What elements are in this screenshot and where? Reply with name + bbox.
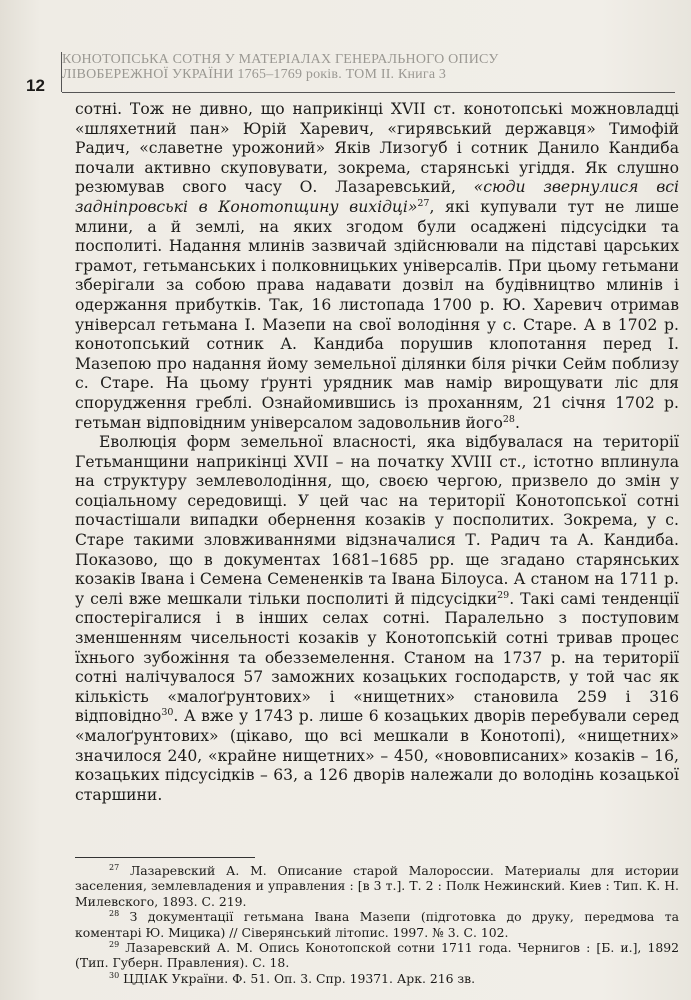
footnote-ref-27: 27 [417, 197, 430, 209]
paragraph-1 [75, 100, 679, 433]
running-header [62, 52, 662, 82]
paragraph-2-text-c: . А вже у 1743 р. лише 6 козацьких дворів перебували серед «малоґрунтових» (цікаво, що всі мешкали в Конотопі), «нищетних» значилося 240, «крайне нищетних» – 450, «нововписаних» козаків – 16, козацьких підсусідків – 63, а 126 дворів належали до володінь козацької старшини. [75, 707, 679, 804]
footnote-text: Лазаревский А. М. Описание старой Малороссии. Материалы для истории заселения, землевладения и управления : [в 3 т.]. Т. 2 : Полк Нежинский. Киев : Тип. К. Н. Милевского, 1893. С. 219. [75, 863, 679, 909]
footnote-ref-30: 30 [161, 707, 174, 719]
header-line-1: КОНОТОПСЬКА СОТНЯ У МАТЕРІАЛАХ ГЕНЕРАЛЬНОГО ОПИСУ [62, 52, 499, 67]
footnote-28 [75, 909, 679, 940]
footnote-rule [75, 857, 255, 858]
header-rule [62, 92, 675, 93]
footnotes [75, 863, 679, 986]
paragraph-2 [75, 433, 679, 805]
footnote-text: Лазаревский А. М. Опись Конотопской сотни 1711 года. Чернигов : [Б. и.], 1892 (Тип. Губерн. Правления). С. 18. [75, 940, 679, 971]
footnote-text: З документації гетьмана Івана Мазепи (підготовка до друку, передмова та коментарі Ю. Мицика) // Сіверянський літопис. 1997. № 3. С. 102. [75, 909, 679, 940]
footnote-number: 30 [109, 970, 120, 980]
quote-italic: «сюди звернулися всі задніпровські в Конотопщину вихідці» [75, 178, 680, 216]
paragraph-1-text-c: . [514, 413, 520, 432]
footnote-30 [75, 971, 679, 986]
footnote-ref-29: 29 [497, 589, 510, 601]
footnote-27 [75, 863, 679, 909]
footnote-text: ЦДІАК України. Ф. 51. Оп. 3. Спр. 19371. Арк. 216 зв. [119, 970, 476, 986]
paragraph-1-text-b: , які купували тут не лише млини, а й землі, на яких згодом були осаджені підсусідки та посполиті. Надання млинів зазвичай здійснювали на підставі царських грамот, гетьманських і полковницьких універсалів. При цьому гетьмани зберігали за собою права надавати дозвіл на будівництво млинів і одержання прибутків. Так, 16 листопада 1700 р. Ю. Харевич отримав універсал гетьмана І. Мазепи на свої володіння у с. Старе. А в 1702 р. конотопський сотник А. Кандиба порушив клопотання перед І. Мазепою про надання йому земельної ділянки біля річки Сейм поблизу с. Старе. На цьому ґрунті урядник мав намір вирощувати ліс для спорудження греблі. Ознайомившись із проханням, 21 січня 1702 р. гетьман відповідним універсалом задовольнив його [75, 197, 679, 432]
footnote-number: 28 [109, 909, 120, 919]
paragraph-1-text-a: сотні. Тож не дивно, що наприкінці XVII ст. конотопські можновладці «шляхетний пан» Юрій Харевич, «гирявський державця» Тимофій Радич, «славетне урожоний» Яків Лизогуб і сотник Данило Кандиба почали активно скуповувати, зокрема, старянські угіддя. Як слушно резюмував свого часу О. Лазаревський, [75, 100, 679, 197]
paragraph-2-text-a: Еволюція форм земельної власності, яка відбувалася на території Гетьманщини наприкінці XVII – на початку XVIII ст., істотно вплинула на структуру землеволодіння, що, своєю чергою, призвело до змін у соціальному середовищі. У цей час на території Конотопської сотні почастішали випадки обернення козаків у посполитих. Зокрема, у с. Старе такими зловживаннями відзначалися Т. Радич та А. Кандиба. Показово, що в документах 1681–1685 рр. ще згадано старянських козаків Івана і Семена Семененків та Івана Білоуса. А станом на 1711 р. у селі вже мешкали тільки посполиті й підсусідки [75, 433, 679, 608]
header-line-2: ЛІВОБЕРЕЖНОЇ УКРАЇНИ 1765–1769 років. ТОМ ІІ. Книга 3 [62, 67, 447, 82]
footnote-29 [75, 940, 679, 971]
footnote-number: 27 [109, 862, 120, 872]
paragraph-2-text-b: . Такі самі тенденції спостерігалися і в інших селах сотні. Паралельно з поступовим зменшенням чисельності козаків у Конотопській сотні тривав процес їхнього зубожіння та обезземелення. Станом на 1737 р. на території сотні налічувалося 57 заможних козацьких господарств, у той час як кількість «малоґрунтових» і «нищетних» становила 259 і 316 відповідно [75, 589, 679, 726]
main-text [75, 100, 679, 805]
footnote-number: 29 [109, 939, 120, 949]
page-number: 12 [26, 76, 45, 95]
footnote-ref-28: 28 [502, 413, 515, 425]
